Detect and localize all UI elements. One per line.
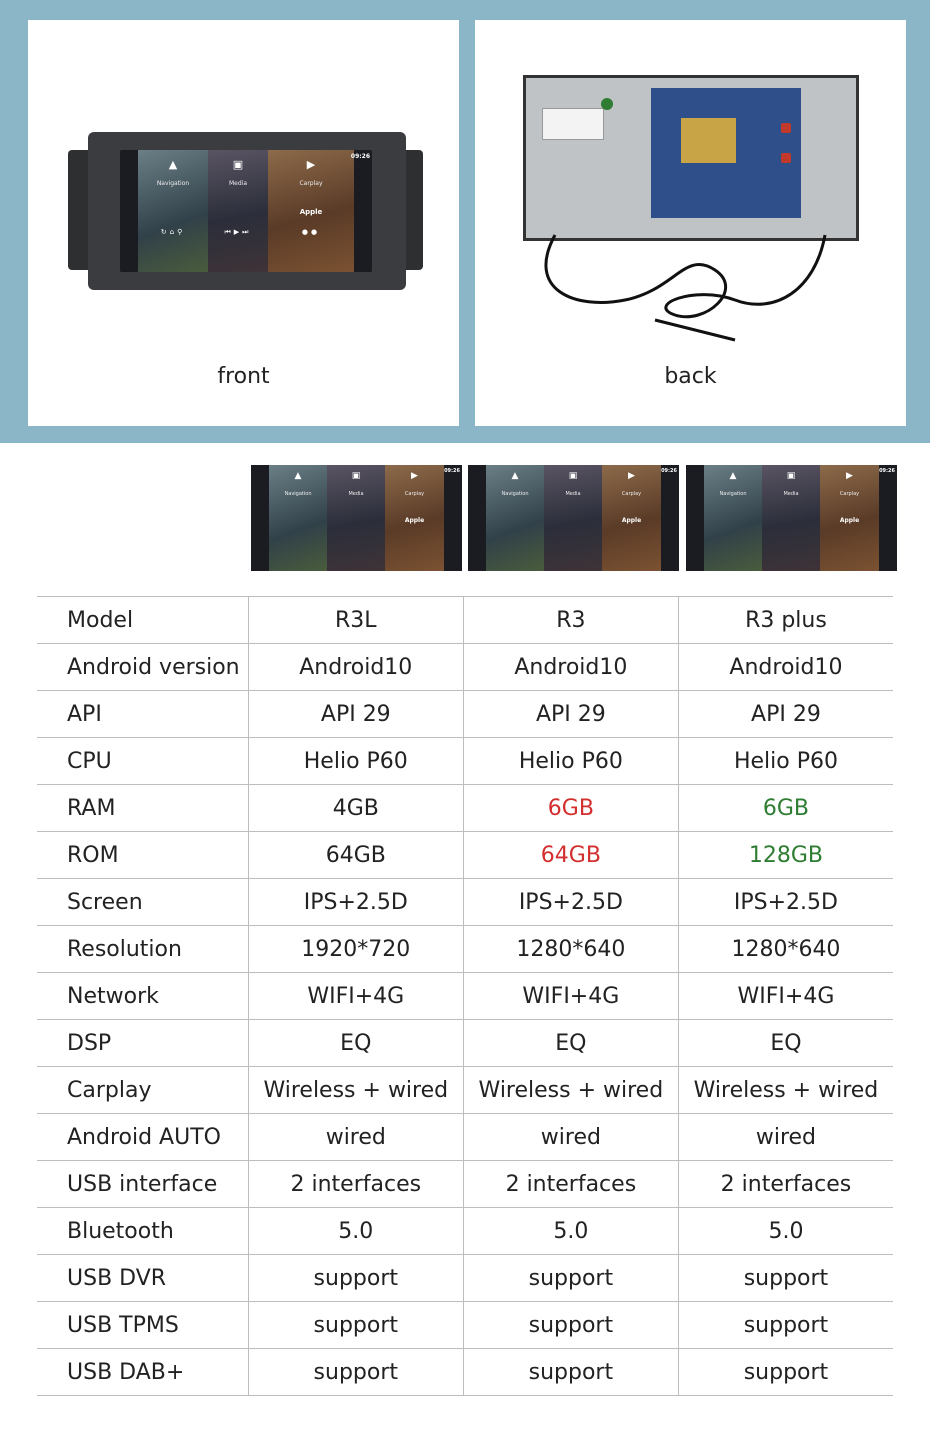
row-value-cell: IPS+2.5D (248, 879, 463, 926)
row-label-cell: USB TPMS (37, 1302, 248, 1349)
table-row (37, 1302, 893, 1349)
row-value-cell: EQ (678, 1020, 893, 1067)
back-caption: back (664, 364, 717, 389)
table-row (37, 691, 893, 738)
screen-thumbnail-r3 (468, 465, 679, 571)
tile-carplay (820, 465, 879, 571)
tile-carplay-label: Carplay (404, 491, 425, 497)
screen-right-bar (444, 465, 462, 571)
row-value-cell: Helio P60 (248, 738, 463, 785)
row-value-cell: Wireless + wired (463, 1067, 678, 1114)
row-value-cell: Android10 (463, 644, 678, 691)
row-value-cell: 64GB (248, 832, 463, 879)
row-value-cell: support (463, 1255, 678, 1302)
row-value-cell: 4GB (248, 785, 463, 832)
table-row (37, 1067, 893, 1114)
tile-media (208, 150, 268, 272)
row-label-cell: Screen (37, 879, 248, 926)
tile-carplay-label: Carplay (839, 491, 860, 497)
media-icon: ▣ (351, 471, 361, 481)
head-unit-front-image (68, 120, 423, 300)
row-value-cell: 64GB (463, 832, 678, 879)
row-label-cell: Network (37, 973, 248, 1020)
navigation-icon: ▲ (294, 471, 302, 481)
row-label-cell: Resolution (37, 926, 248, 973)
tile-carplay-label: Carplay (299, 180, 323, 187)
row-value-cell: 2 interfaces (248, 1161, 463, 1208)
clock: 09:26 (444, 468, 460, 474)
carplay-icon: ▶ (306, 158, 316, 171)
tile-navigation-label: Navigation (284, 491, 312, 497)
tile-media-label: Media (228, 180, 248, 187)
screen-right-bar (350, 150, 372, 272)
row-value-cell: 2 interfaces (678, 1161, 893, 1208)
row-value-cell: IPS+2.5D (678, 879, 893, 926)
navigation-icon: ▲ (511, 471, 519, 481)
row-value-cell: wired (463, 1114, 678, 1161)
header-cell-r3: R3 (463, 597, 678, 644)
antenna-plug (781, 153, 791, 163)
row-value-cell: support (248, 1255, 463, 1302)
row-value-cell: API 29 (678, 691, 893, 738)
row-label-cell: RAM (37, 785, 248, 832)
header-cell-r3-plus: R3 plus (678, 597, 893, 644)
row-value-cell: support (463, 1302, 678, 1349)
table-row (37, 926, 893, 973)
tile-carplay (602, 465, 661, 571)
header-cell-r3l: R3L (248, 597, 463, 644)
tile-navigation (704, 465, 762, 571)
row-value-cell: Helio P60 (678, 738, 893, 785)
row-value-cell: support (678, 1349, 893, 1396)
screen-left-bar (120, 150, 138, 272)
table-row (37, 1255, 893, 1302)
row-value-cell: API 29 (463, 691, 678, 738)
row-value-cell: Helio P60 (463, 738, 678, 785)
tile-media (544, 465, 602, 571)
row-label-cell: Carplay (37, 1067, 248, 1114)
table-row (37, 644, 893, 691)
front-photo-panel (28, 20, 459, 426)
media-icon: ▣ (232, 158, 244, 171)
row-value-cell: 6GB (463, 785, 678, 832)
wiring-cable (535, 230, 835, 350)
row-value-cell: support (463, 1349, 678, 1396)
row-label-cell: USB DAB+ (37, 1349, 248, 1396)
back-photo-panel (475, 20, 906, 426)
row-value-cell: Android10 (678, 644, 893, 691)
ground-screw (601, 98, 613, 110)
media-icon: ▣ (568, 471, 578, 481)
navigation-icon: ▲ (168, 158, 178, 171)
row-value-cell: API 29 (248, 691, 463, 738)
tile-media (762, 465, 820, 571)
spec-comparison-table (37, 596, 893, 1396)
row-value-cell: 6GB (678, 785, 893, 832)
media-icon: ▣ (786, 471, 796, 481)
row-value-cell: 128GB (678, 832, 893, 879)
row-value-cell: 5.0 (678, 1208, 893, 1255)
carplay-icon: ▶ (628, 471, 635, 481)
tile-navigation (138, 150, 208, 272)
header-cell-model: Model (37, 597, 248, 644)
carplay-apple-label: Apple (839, 517, 860, 524)
clock: 09:26 (350, 153, 370, 160)
row-value-cell: 5.0 (248, 1208, 463, 1255)
table-row (37, 973, 893, 1020)
row-value-cell: WIFI+4G (248, 973, 463, 1020)
clock: 09:26 (879, 468, 895, 474)
row-value-cell: support (678, 1255, 893, 1302)
row-value-cell: wired (248, 1114, 463, 1161)
row-value-cell: 1920*720 (248, 926, 463, 973)
screen-right-bar (661, 465, 679, 571)
table-row (37, 1161, 893, 1208)
antenna-plug (781, 123, 791, 133)
table-row (37, 1208, 893, 1255)
row-value-cell: IPS+2.5D (463, 879, 678, 926)
table-header-row (37, 597, 893, 644)
row-label-cell: DSP (37, 1020, 248, 1067)
tile-navigation-label: Navigation (501, 491, 529, 497)
row-value-cell: 5.0 (463, 1208, 678, 1255)
screen-left-bar (251, 465, 269, 571)
carplay-apple-label: Apple (404, 517, 425, 524)
carplay-apple-label: Apple (299, 208, 323, 216)
row-label-cell: USB interface (37, 1161, 248, 1208)
tile-navigation-label: Navigation (156, 180, 190, 187)
row-value-cell: 1280*640 (678, 926, 893, 973)
clock: 09:26 (661, 468, 677, 474)
row-label-cell: CPU (37, 738, 248, 785)
head-unit-back-image (523, 75, 859, 241)
screen-thumbnail-r3l (251, 465, 462, 571)
carplay-apple-label: Apple (621, 517, 642, 524)
tile-navigation (486, 465, 544, 571)
nav-controls-icon: ↻⌂⚲ (160, 228, 186, 236)
module-chip (681, 118, 736, 163)
screen-left-bar (468, 465, 486, 571)
tile-media (327, 465, 385, 571)
tile-carplay (268, 150, 354, 272)
tile-media-label: Media (348, 491, 364, 497)
tile-carplay (385, 465, 444, 571)
tile-media-label: Media (783, 491, 799, 497)
table-row (37, 1349, 893, 1396)
media-controls-icon: ⏮▶⏭ (224, 228, 252, 236)
row-value-cell: WIFI+4G (463, 973, 678, 1020)
row-value-cell: EQ (248, 1020, 463, 1067)
head-unit-screen (120, 150, 372, 272)
row-value-cell: support (248, 1349, 463, 1396)
tile-navigation-label: Navigation (719, 491, 747, 497)
tile-media-label: Media (565, 491, 581, 497)
row-label-cell: Bluetooth (37, 1208, 248, 1255)
row-label-cell: Android version (37, 644, 248, 691)
circuit-board (651, 88, 801, 218)
tile-navigation (269, 465, 327, 571)
row-label-cell: API (37, 691, 248, 738)
row-value-cell: 1280*640 (463, 926, 678, 973)
table-row (37, 1114, 893, 1161)
table-row (37, 785, 893, 832)
front-caption: front (217, 364, 270, 389)
screen-right-bar (879, 465, 897, 571)
carplay-icon: ▶ (846, 471, 853, 481)
row-value-cell: 2 interfaces (463, 1161, 678, 1208)
row-value-cell: wired (678, 1114, 893, 1161)
row-value-cell: Wireless + wired (248, 1067, 463, 1114)
row-label-cell: Android AUTO (37, 1114, 248, 1161)
row-value-cell: WIFI+4G (678, 973, 893, 1020)
row-value-cell: support (678, 1302, 893, 1349)
screen-left-bar (686, 465, 704, 571)
table-row (37, 738, 893, 785)
row-value-cell: Android10 (248, 644, 463, 691)
screen-thumbnail-r3-plus (686, 465, 897, 571)
tile-carplay-label: Carplay (621, 491, 642, 497)
carplay-icon: ▶ (411, 471, 418, 481)
table-row (37, 1020, 893, 1067)
carplay-controls-icon: ●● (301, 228, 321, 236)
row-value-cell: EQ (463, 1020, 678, 1067)
table-row (37, 832, 893, 879)
row-label-cell: ROM (37, 832, 248, 879)
table-row (37, 879, 893, 926)
row-value-cell: Wireless + wired (678, 1067, 893, 1114)
sticker-label (542, 108, 604, 140)
row-value-cell: support (248, 1302, 463, 1349)
row-label-cell: USB DVR (37, 1255, 248, 1302)
navigation-icon: ▲ (729, 471, 737, 481)
